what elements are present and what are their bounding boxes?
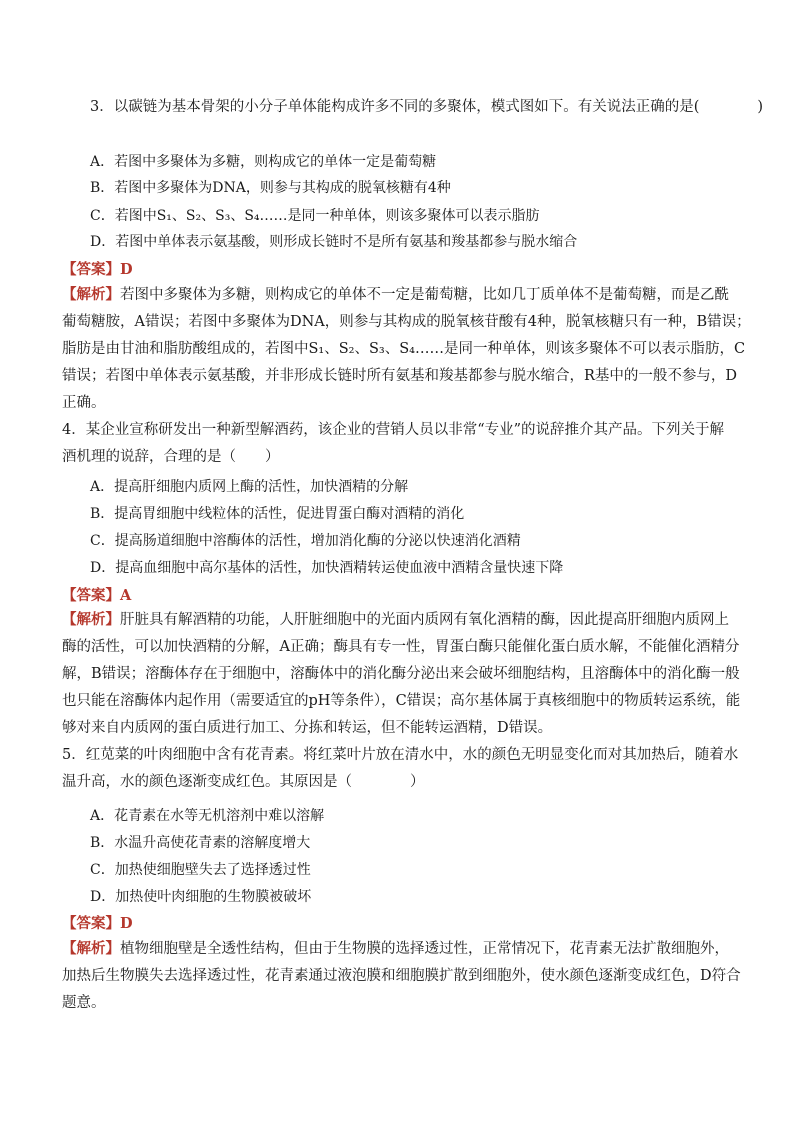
q5-answer-value: D <box>120 915 133 932</box>
answer-tag: 【答案】 <box>62 261 120 278</box>
q3-stem: 3．以碳链为基本骨架的小分子单体能构成许多不同的多聚体，模式图如下。有关说法正确的是( ) <box>90 99 764 115</box>
q4-stem-line: 酒机理的说辞，合理的是（ ） <box>62 449 280 465</box>
q3-answer-row <box>62 258 133 279</box>
q4-option-a: A．提高肝细胞内质网上酶的活性，加快酒精的分解 <box>90 479 409 495</box>
q4-option-b: B．提高胃细胞中线粒体的活性，促进胃蛋白酶对酒精的消化 <box>90 506 465 522</box>
q5-option-d: D．加热使叶肉细胞的生物膜被破坏 <box>90 889 312 905</box>
q4-analysis-line: 解，B错误；溶酶体存在于细胞中，溶酶体中的消化酶分泌出来会破坏细胞结构，且溶酶体中的消化酶一般 <box>62 666 740 682</box>
q4-stem-line: 4．某企业宣称研发出一种新型解酒药，该企业的营销人员以非常“专业”的说辞推介其产品。下列关于解 <box>62 422 725 438</box>
q5-analysis <box>62 935 741 1017</box>
q5-stem-line: 5．红苋菜的叶肉细胞中含有花青素。将红菜叶片放在清水中，水的颜色无明显变化而对其加热后，随着水 <box>62 747 739 763</box>
analysis-tag: 【解析】 <box>62 611 120 628</box>
q4-analysis-line: 肝脏具有解酒精的功能，人肝脏细胞中的光面内质网有氧化酒精的酶，因此提高肝细胞内质网上 <box>120 612 729 628</box>
q5-option-a: A．花青素在水等无机溶剂中难以溶解 <box>90 808 325 824</box>
q5-stem <box>62 742 739 796</box>
q3-option-d: D．若图中单体表示氨基酸，则形成长链时不是所有氨基和羧基都参与脱水缩合 <box>90 234 578 250</box>
q5-stem-line: 温升高，水的颜色逐渐变成红色。其原因是（ ） <box>62 774 425 790</box>
q3-option-c: C．若图中S₁、S₂、S₃、S₄……是同一种单体，则该多聚体可以表示脂肪 <box>90 208 540 224</box>
analysis-tag: 【解析】 <box>62 286 120 303</box>
q4-analysis-line: 也只能在溶酶体内起作用（需要适宜的pH等条件），C错误；高尔基体属于真核细胞中的物质转运系统，能 <box>62 693 741 709</box>
q3-analysis-line: 错误；若图中单体表示氨基酸，并非形成长链时所有氨基和羧基都参与脱水缩合，R基中的一般不参与，D <box>62 368 738 384</box>
q4-stem <box>62 417 725 471</box>
answer-tag: 【答案】 <box>62 587 120 604</box>
q3-analysis-line: 脂肪是由甘油和脂肪酸组成的，若图中S₁、S₂、S₃、S₄……是同一种单体，则该多聚体不可以表示脂肪，C <box>62 341 746 357</box>
analysis-tag: 【解析】 <box>62 940 120 957</box>
q5-option-c: C．加热使细胞壁失去了选择透过性 <box>90 862 311 878</box>
q3-analysis-line: 正确。 <box>62 395 106 411</box>
q4-answer-row <box>62 584 131 605</box>
q4-answer-value: A <box>120 587 132 604</box>
q3-analysis-line: 若图中多聚体为多糖，则构成它的单体不一定是葡萄糖，比如几丁质单体不是葡萄糖，而是乙酰 <box>120 287 729 303</box>
q4-option-c: C．提高肠道细胞中溶酶体的活性，增加消化酶的分泌以快速消化酒精 <box>90 533 521 549</box>
q4-option-d: D．提高血细胞中高尔基体的活性，加快酒精转运使血液中酒精含量快速下降 <box>90 560 564 576</box>
q3-analysis <box>62 281 751 417</box>
q5-analysis-line: 加热后生物膜失去选择透过性，花青素通过液泡膜和细胞膜扩散到细胞外，使水颜色逐渐变成红色，D符合 <box>62 968 741 984</box>
q3-option-b: B．若图中多聚体为DNA，则参与其构成的脱氧核糖有4种 <box>90 180 451 196</box>
q4-analysis-line: 够对来自内质网的蛋白质进行加工、分拣和转运，但不能转运酒精，D错误。 <box>62 720 553 736</box>
q5-analysis-line: 题意。 <box>62 995 106 1011</box>
q5-option-b: B．水温升高使花青素的溶解度增大 <box>90 835 311 851</box>
q3-option-a: A．若图中多聚体为多糖，则构成它的单体一定是葡萄糖 <box>90 154 437 170</box>
q3-analysis-line: 葡萄糖胺，A错误；若图中多聚体为DNA，则参与其构成的脱氧核苷酸有4种，脱氧核糖只有一种，B错误； <box>62 314 751 330</box>
q5-analysis-line: 植物细胞壁是全透性结构，但由于生物膜的选择透过性，正常情况下，花青素无法扩散细胞外， <box>120 941 729 957</box>
q3-answer-value: D <box>120 261 133 278</box>
q4-analysis <box>62 606 741 742</box>
q5-answer-row <box>62 912 133 933</box>
answer-tag: 【答案】 <box>62 915 120 932</box>
q4-analysis-line: 酶的活性，可以加快酒精的分解，A正确；酶具有专一性，胃蛋白酶只能催化蛋白质水解，不能催化酒精分 <box>62 639 740 655</box>
